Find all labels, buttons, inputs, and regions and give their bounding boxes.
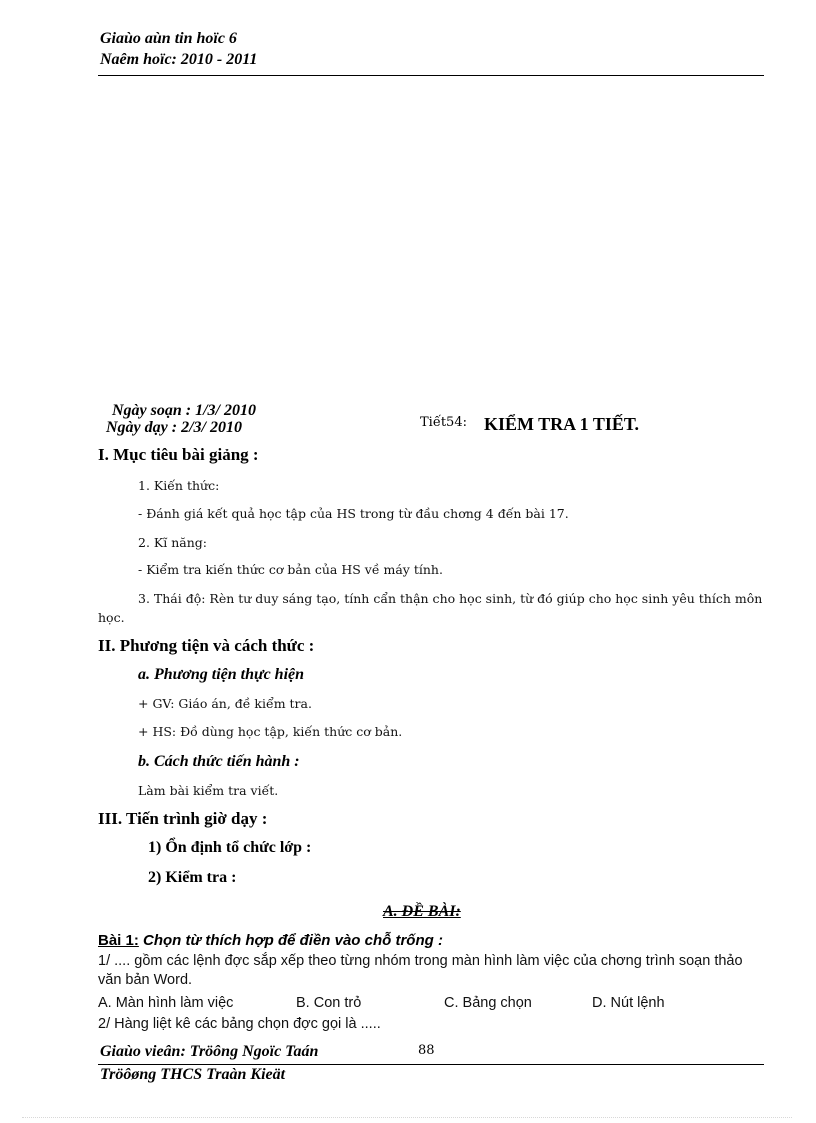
header-divider [98, 75, 764, 76]
means-heading: a. Phương tiện thực hiện [138, 666, 305, 683]
option-b: B. Con trỏ [296, 995, 362, 1011]
page-bottom-border [22, 1117, 792, 1118]
class-organization: 1) Ổn định tổ chức lớp : [148, 839, 312, 856]
section-1-heading: I. Mục tiêu bài giảng : [98, 445, 259, 464]
check-heading: 2) Kiểm tra : [148, 869, 237, 886]
teacher-means: + GV: Giáo án, đề kiểm tra. [138, 696, 312, 711]
question-1: 1/ .... gồm các lệnh đợc sắp xếp theo từng nhóm trong màn hình làm việc của chơng trình soạn thảo văn bản Word. [98, 953, 743, 988]
exercise-1-label: Bài 1: [98, 932, 139, 949]
knowledge-text: - Đánh giá kết quả học tập của HS trong từ đầu chơng 4 đến bài 17. [138, 506, 569, 521]
footer-divider [98, 1064, 764, 1065]
date-taught: Ngày dạy : 2/3/ 2010 [106, 419, 242, 436]
question-2: 2/ Hàng liệt kê các bảng chọn đợc gọi là ..... [98, 1016, 381, 1032]
method-text: Làm bài kiểm tra viết. [138, 783, 279, 798]
option-c: C. Bảng chọn [444, 995, 532, 1011]
date-prepared: Ngày soạn : 1/3/ 2010 [112, 402, 256, 419]
method-heading: b. Cách thức tiến hành : [138, 753, 300, 770]
footer-teacher: Giaùo vieân: Tröông Ngoïc Taán [100, 1043, 319, 1060]
skill-text: - Kiểm tra kiến thức cơ bản của HS về máy tính. [138, 562, 443, 577]
exam-title: A. ĐỀ BÀI: [383, 903, 461, 920]
lesson-title: KIỂM TRA 1 TIẾT. [484, 414, 640, 434]
footer-school: Tröôøng THCS Traàn Kieät [100, 1066, 286, 1083]
section-3-heading: III. Tiến trình giờ dạy : [98, 809, 268, 828]
student-means: + HS: Đồ dùng học tập, kiến thức cơ bản. [138, 724, 403, 739]
option-d: D. Nút lệnh [592, 995, 665, 1011]
exercise-1 [98, 932, 443, 949]
skill-label: 2. Kĩ năng: [138, 535, 207, 550]
attitude-text: 3. Thái độ: Rèn tư duy sáng tạo, tính cẩn thận cho học sinh, từ đó giúp cho học sinh yêu thích môn học. [98, 591, 763, 625]
knowledge-label: 1. Kiến thức: [138, 478, 220, 493]
page-number: 88 [418, 1043, 435, 1058]
header-title: Giaùo aùn tin hoïc 6 [100, 30, 237, 47]
section-2-heading: II. Phương tiện và cách thức : [98, 636, 315, 655]
header-school-year: Naêm hoïc: 2010 - 2011 [100, 51, 258, 68]
option-a: A. Màn hình làm việc [98, 995, 234, 1011]
exercise-1-prompt: Chọn từ thích hợp để điền vào chỗ trống : [138, 932, 443, 949]
lesson-number: Tiết54: [420, 415, 467, 430]
